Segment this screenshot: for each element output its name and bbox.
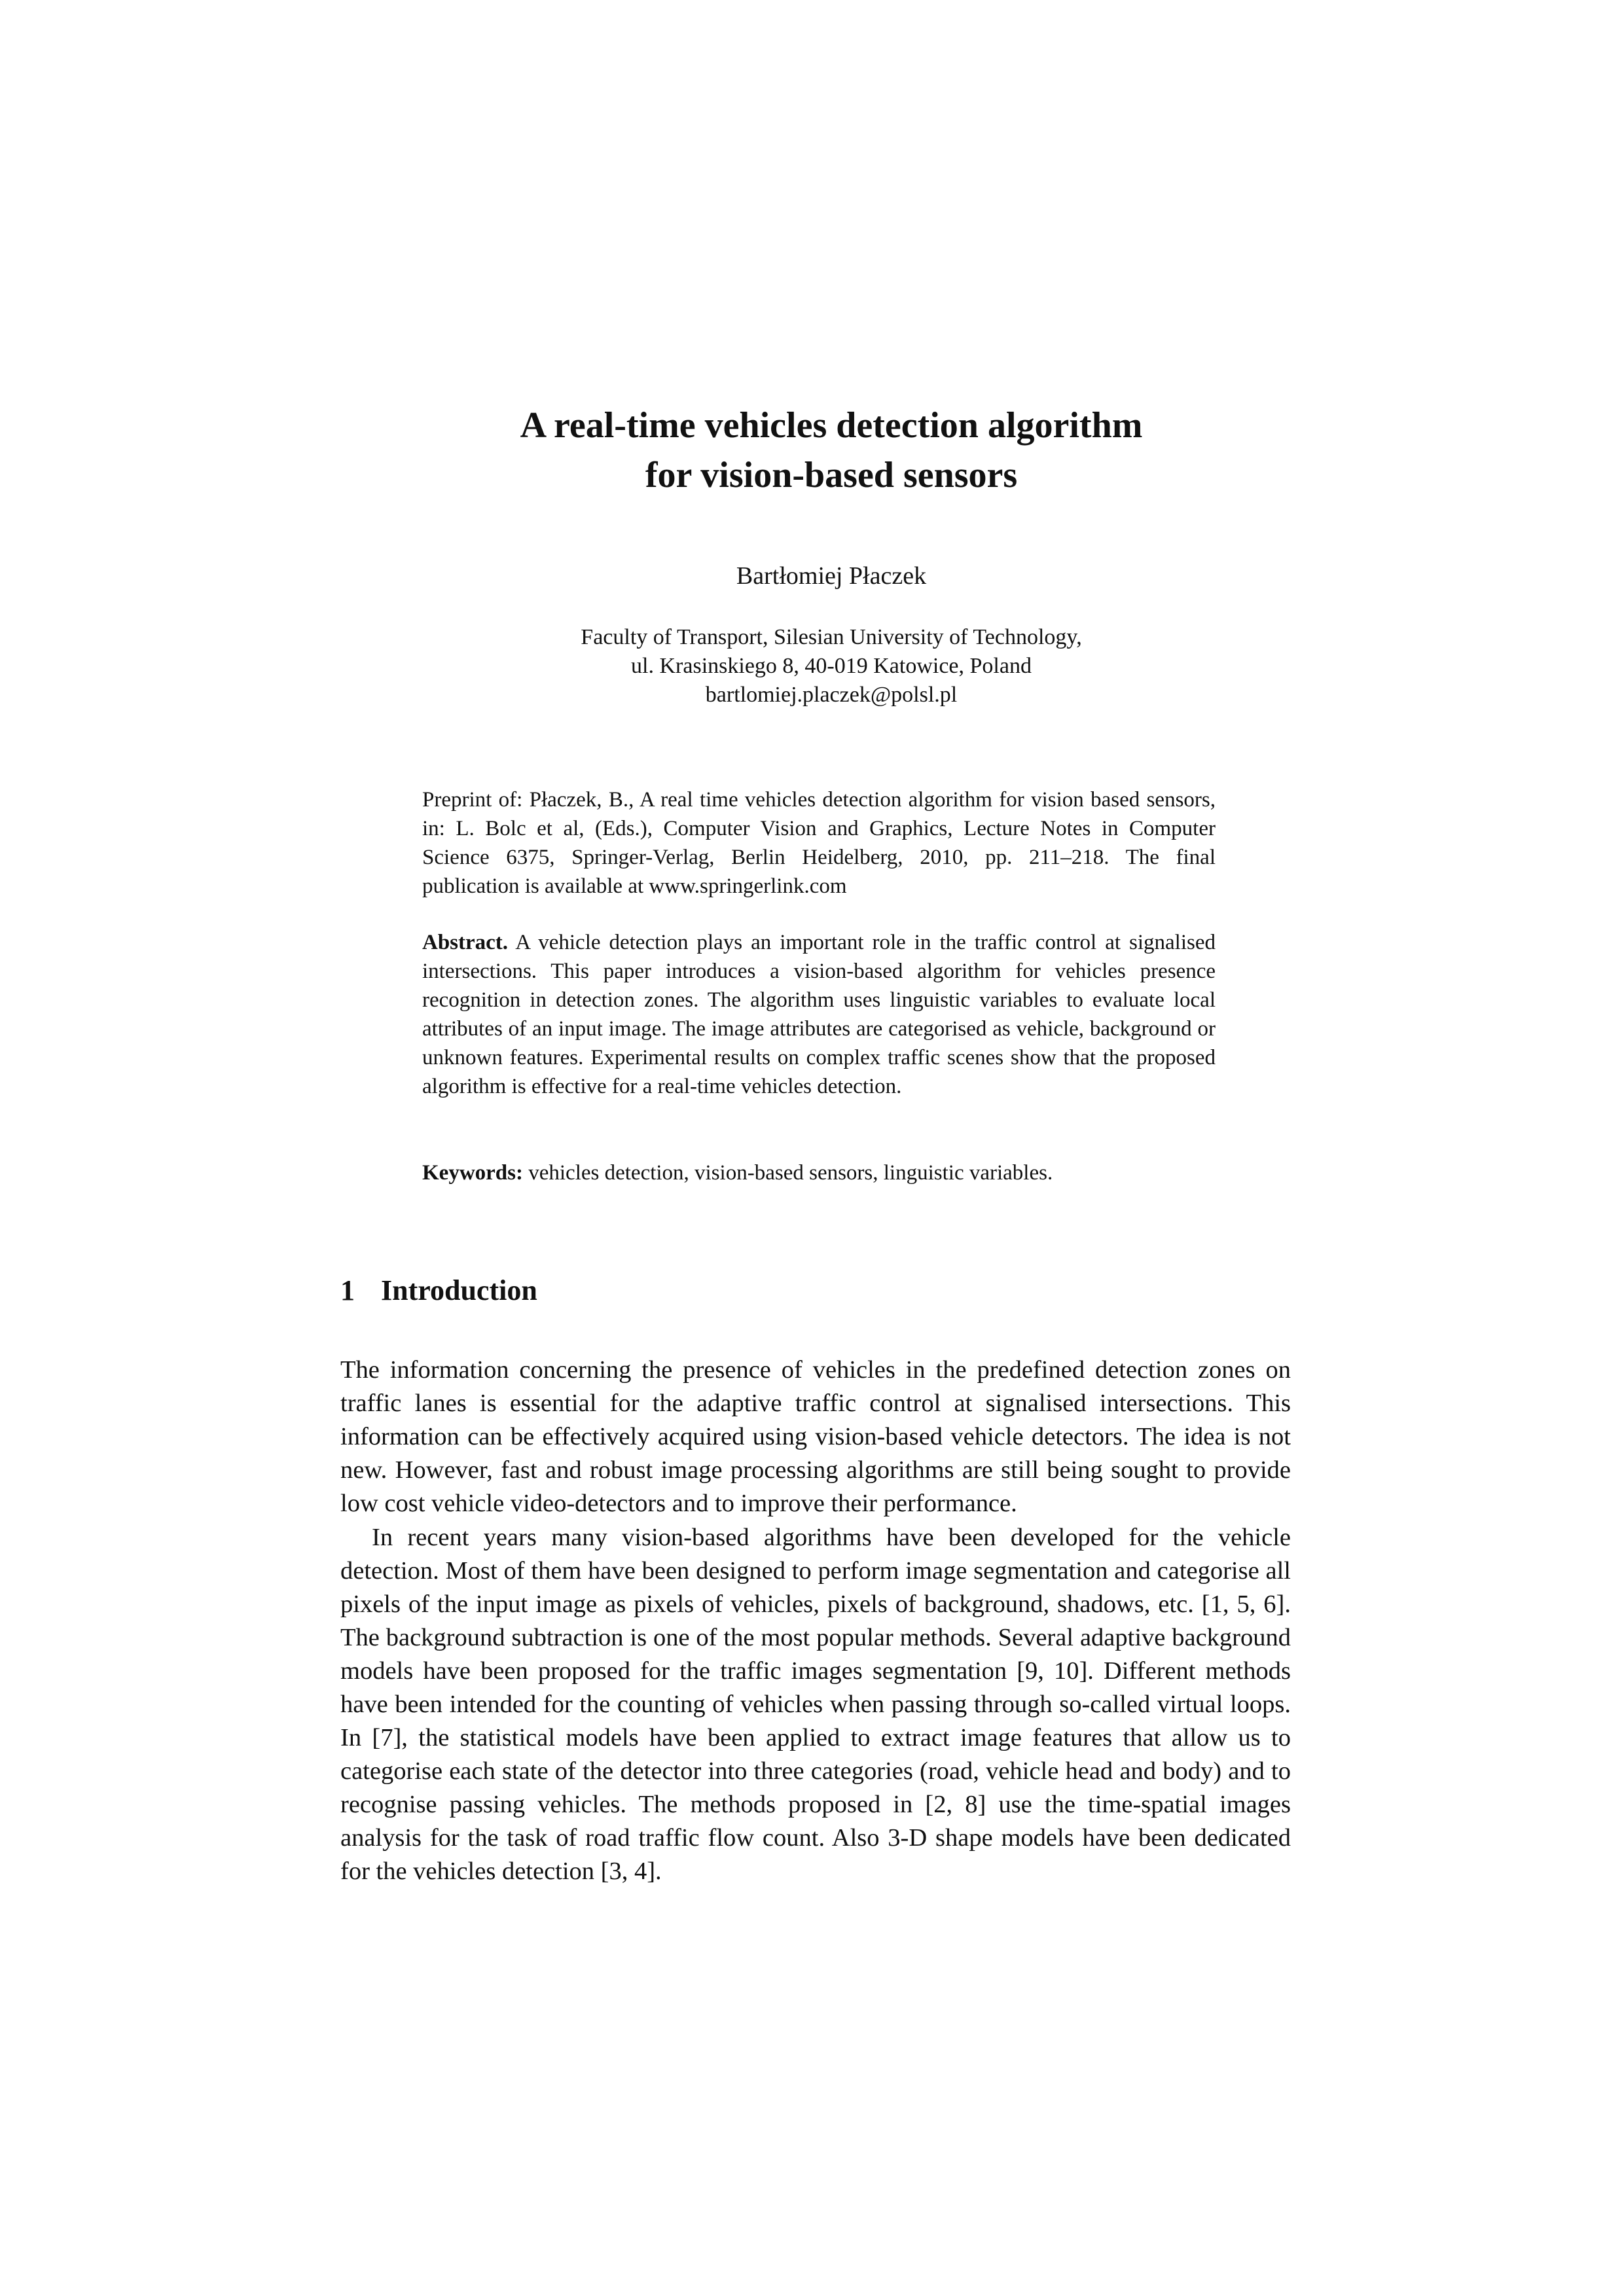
- intro-paragraph-2: In recent years many vision-based algorithms have been developed for the vehicle detection. Most of them have been designed to perform image segmentation and categorise all pixels of the input image as pixels of vehicles, pixels of background, shadows, etc. [1, 5, 6]. The background subtraction is one of the most popular methods. Several adaptive background models have been proposed for the traffic images segmentation [9, 10]. Different methods have been intended for the counting of vehicles when passing through so-called virtual loops. In [7], the statistical models have been applied to extract image features that allow us to categorise each state of the detector into three categories (road, vehicle head and body) and to recognise passing vehicles. The methods proposed in [2, 8] use the time-spatial images analysis for the task of road traffic flow count. Also 3-D shape models have been dedicated for the vehicles detection [3, 4].: [340, 1524, 1291, 1885]
- title-line-1: A real-time vehicles detection algorithm: [520, 405, 1143, 446]
- author-email: bartlomiej.placzek@polsl.pl: [705, 683, 958, 707]
- author-name: Bartłomiej Płaczek: [736, 562, 927, 590]
- keywords-text: vehicles detection, vision-based sensors, linguistic variables.: [528, 1161, 1053, 1185]
- intro-paragraph-1: The information concerning the presence of vehicles in the predefined detection zones on traffic lanes is essential for the adaptive traffic control at signalised intersections. This information can be effectively acquired using vision-based vehicle detectors. The idea is not new. However, fast and robust image processing algorithms are still being sought to provide low cost vehicle video-detectors and to improve their performance.: [340, 1356, 1291, 1517]
- affiliation-block: [340, 623, 1322, 709]
- keywords-label: Keywords:: [422, 1161, 523, 1185]
- keywords: [422, 1158, 1216, 1187]
- affiliation-line-2: ul. Krasinskiego 8, 40-019 Katowice, Poland: [631, 654, 1032, 678]
- paper-title: [340, 401, 1322, 500]
- abstract-label: Abstract.: [422, 931, 509, 954]
- abstract-text: A vehicle detection plays an important role in the traffic control at signalised intersections. This paper introduces a vision-based algorithm for vehicles presence recognition in detection zones. The algorithm uses linguistic variables to evaluate local attributes of an input image. The image attributes are categorised as vehicle, background or unknown features. Experimental results on complex traffic scenes show that the proposed algorithm is effective for a real-time vehicles detection.: [422, 931, 1216, 1098]
- section-heading: [340, 1272, 537, 1309]
- affiliation-line-1: Faculty of Transport, Silesian University of Technology,: [581, 625, 1082, 649]
- title-line-2: for vision-based sensors: [645, 455, 1018, 495]
- abstract: [422, 928, 1216, 1101]
- preprint-notice: Preprint of: Płaczek, B., A real time vehicles detection algorithm for vision based sensors, in: L. Bolc et al, (Eds.), Computer Vision and Graphics, Lecture Notes in Computer Science 6375, Springer-Verlag, Berlin Heidelberg, 2010, pp. 211–218. The final publication is available at www.springerlink.com: [422, 788, 1216, 898]
- section-title: Introduction: [381, 1274, 537, 1306]
- section-number: 1: [340, 1274, 355, 1306]
